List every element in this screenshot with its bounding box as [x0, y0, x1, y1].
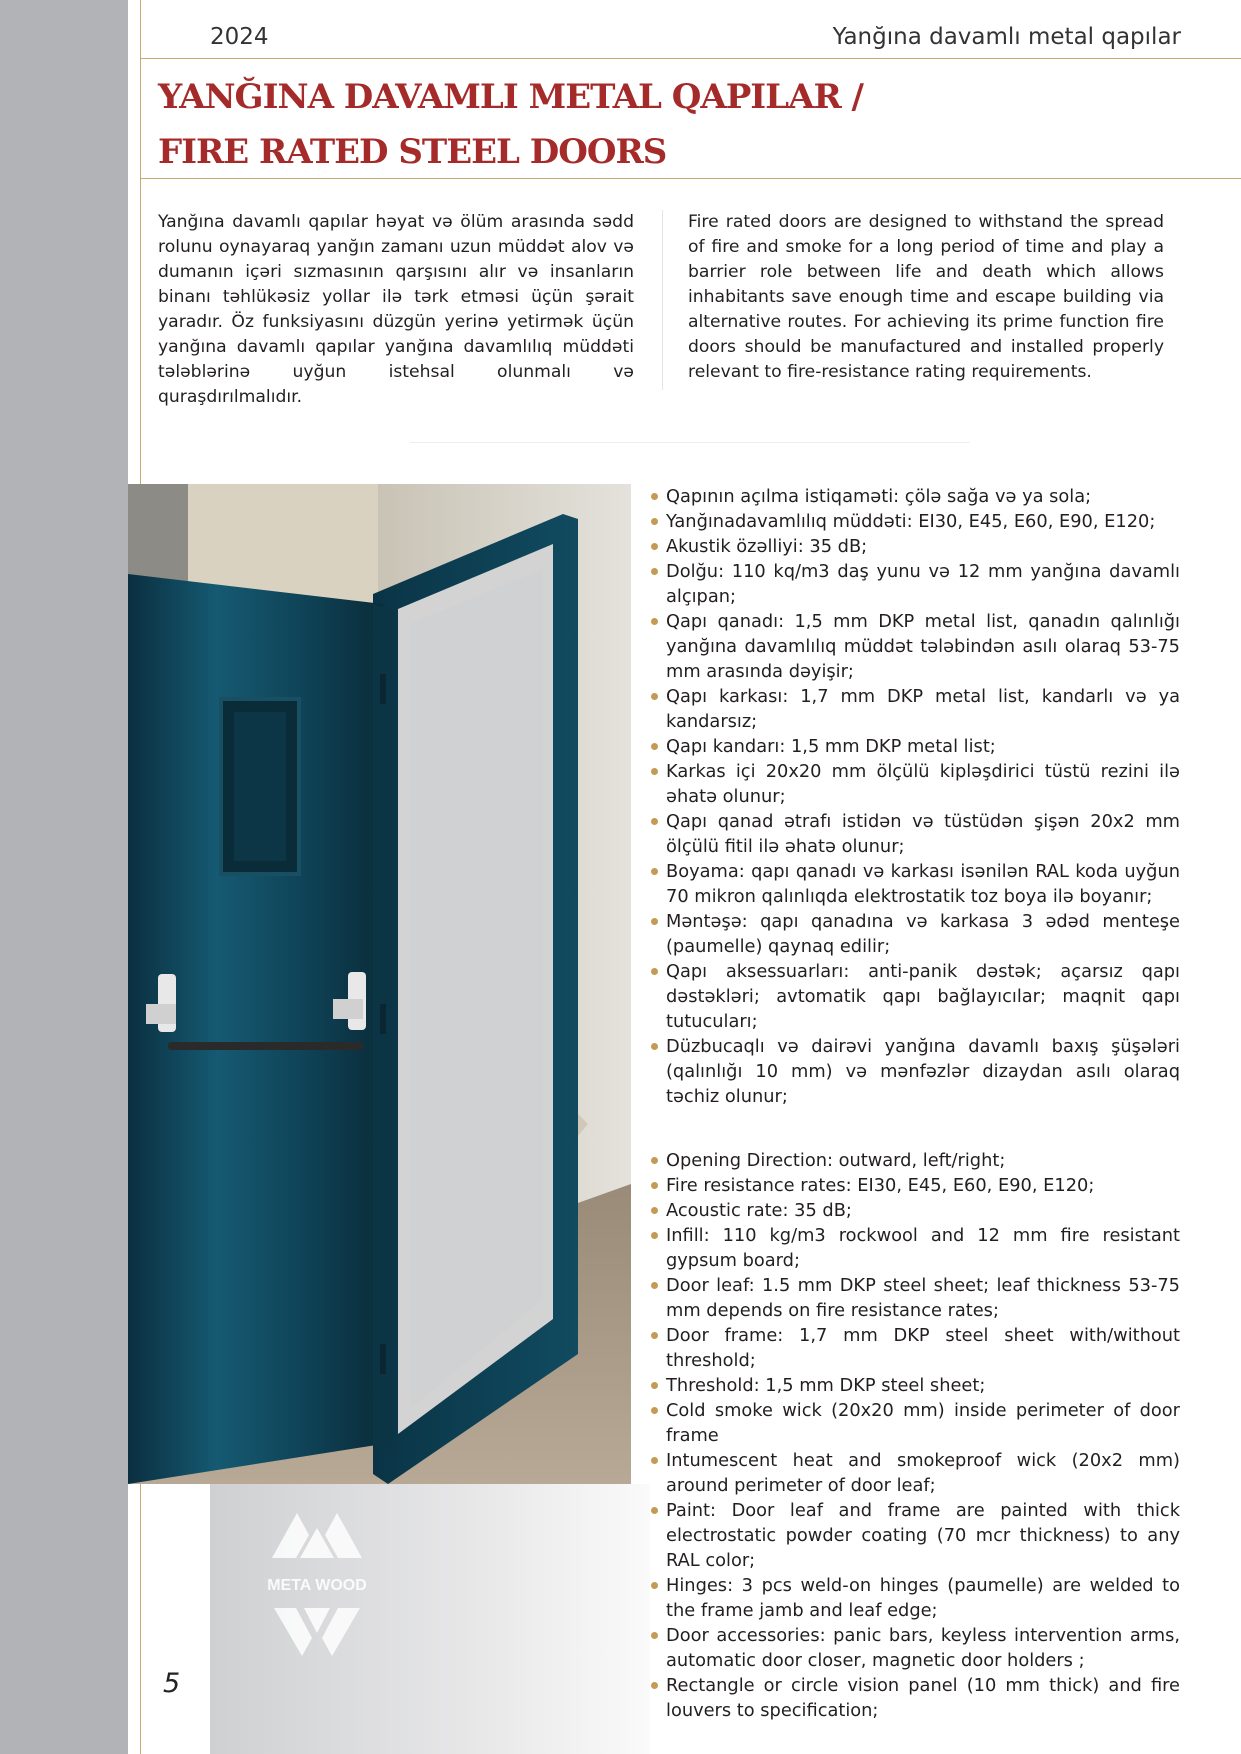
meta-wood-logo — [262, 1488, 372, 1663]
left-margin-bar — [0, 0, 128, 1754]
list-item: Dolğu: 110 kq/m3 daş yunu və 12 mm yanğına davamlı alçıpan; — [650, 559, 1180, 609]
list-item: Fire resistance rates: EI30, E45, E60, E90, E120; — [650, 1173, 1180, 1198]
list-item: Rectangle or circle vision panel (10 mm thick) and fire louvers to specification; — [650, 1673, 1180, 1723]
header-running-title: Yanğına davamlı metal qapılar — [832, 24, 1181, 50]
list-item: Qapı karkası: 1,7 mm DKP metal list, kandarlı və ya kandarsız; — [650, 684, 1180, 734]
page-number: 5 — [163, 1668, 181, 1699]
list-item: Məntəşə: qapı qanadına və karkasa 3 ədəd menteşe (paumelle) qaynaq edilir; — [650, 909, 1180, 959]
list-item: Door frame: 1,7 mm DKP steel sheet with/without threshold; — [650, 1323, 1180, 1373]
list-item: Infill: 110 kg/m3 rockwool and 12 mm fire resistant gypsum board; — [650, 1223, 1180, 1273]
section-divider — [410, 442, 970, 443]
list-item: Düzbucaqlı və dairəvi yanğına davamlı baxış şüşələri (qalınlığı 10 mm) və mənfəzlər dizaydan asılı olaraq təchiz olunur; — [650, 1034, 1180, 1109]
list-item: Qapının açılma istiqaməti: çölə sağa və ya sola; — [650, 484, 1180, 509]
list-item: Qapı kandarı: 1,5 mm DKP metal list; — [650, 734, 1180, 759]
list-item: Paint: Door leaf and frame are painted with thick electrostatic powder coating (70 mcr thickness) to any RAL color; — [650, 1498, 1180, 1573]
title-line-az: YANĞINA DAVAMLI METAL QAPILAR / — [158, 77, 863, 117]
list-item: Cold smoke wick (20x20 mm) inside perimeter of door frame — [650, 1398, 1180, 1448]
list-item: Yanğınadavamlılıq müddəti: EI30, E45, E60, E90, E120; — [650, 509, 1180, 534]
header-rule — [140, 58, 1241, 59]
list-item: Qapı aksessuarları: anti-panik dəstək; açarsız qapı dəstəkləri; avtomatik qapı bağlayıcılar; maqnit qapı tutucuları; — [650, 959, 1180, 1034]
door-illustration — [128, 484, 631, 1484]
intro-paragraph-az: Yanğına davamlı qapılar həyat və ölüm arasında sədd rolunu oynayaraq yanğın zamanı uzun müddət alov və dumanın içəri sızmasının qarşısını alır və insanların binanı təhlükəsiz yollar ilə tərk etməsi üçün şərait yaradır. Öz funksiyasını düzgün yerinə yetirmək üçün yanğına davamlı qapılar yanğına davamlılıq müddəti tələblərinə uyğun istehsal olunmalı və quraşdırılmalıdır. — [158, 212, 634, 407]
list-item: Akustik özəlliyi: 35 dB; — [650, 534, 1180, 559]
list-item: Opening Direction: outward, left/right; — [650, 1148, 1180, 1173]
title-rule — [140, 178, 1241, 179]
list-item: Acoustic rate: 35 dB; — [650, 1198, 1180, 1223]
title-line-en: FIRE RATED STEEL DOORS — [158, 132, 667, 172]
door-photo — [128, 484, 631, 1484]
list-item: Door leaf: 1.5 mm DKP steel sheet; leaf thickness 53-75 mm depends on fire resistance rates; — [650, 1273, 1180, 1323]
logo-text: META WOOD — [267, 1577, 367, 1594]
header-year: 2024 — [210, 24, 269, 50]
intro-column-separator — [662, 210, 663, 390]
list-item: Threshold: 1,5 mm DKP steel sheet; — [650, 1373, 1180, 1398]
list-item: Qapı qanadı: 1,5 mm DKP metal list, qanadın qalınlığı yanğına davamlılıq müddət tələbindən asılı olaraq 53-75 mm arasında dəyişir; — [650, 609, 1180, 684]
list-item: Qapı qanad ətrafı istidən və tüstüdən şişən 20x2 mm ölçülü fitil ilə əhatə olunur; — [650, 809, 1180, 859]
intro-paragraph-en: Fire rated doors are designed to withstand the spread of fire and smoke for a long period of time and play a barrier role between life and death which allows inhabitants save enough time and escape building via alternative routes. For achieving its prime function fire doors should be manufactured and installed properly relevant to fire-resistance rating requirements. — [688, 212, 1164, 382]
list-item: Boyama: qapı qanadı və karkası isənilən RAL koda uyğun 70 mikron qalınlıqda elektrostatik toz boya ilə boyanır; — [650, 859, 1180, 909]
list-item: Karkas içi 20x20 mm ölçülü kipləşdirici tüstü rezini ilə əhatə olunur; — [650, 759, 1180, 809]
spec-list-az — [650, 484, 1180, 1109]
list-item: Intumescent heat and smokeproof wick (20x2 mm) around perimeter of door leaf; — [650, 1448, 1180, 1498]
list-item: Door accessories: panic bars, keyless intervention arms, automatic door closer, magnetic door holders ; — [650, 1623, 1180, 1673]
spec-list-en — [650, 1148, 1180, 1723]
page-title — [158, 70, 863, 180]
list-item: Hinges: 3 pcs weld-on hinges (paumelle) are welded to the frame jamb and leaf edge; — [650, 1573, 1180, 1623]
